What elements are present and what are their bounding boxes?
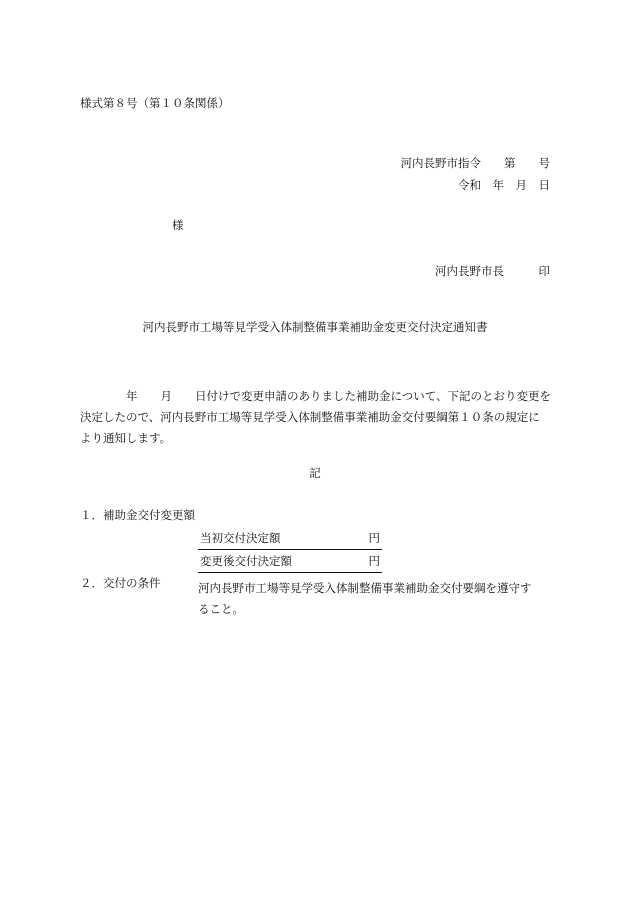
body-line-2: 決定したので、河内長野市工場等見学受入体制整備事業補助金交付要綱第１０条の規定に [80,410,540,424]
item2-line-1: 河内長野市工場等見学受入体制整備事業補助金交付要綱を遵守す [198,581,532,595]
ki-heading: 記 [309,466,321,480]
date-line: 令和 年 月 日 [458,178,550,192]
item2-line-2: ること。 [198,602,244,616]
body-line-1: 年 月 日付けで変更申請のありました補助金について、下記のとおり変更を [80,389,552,403]
body-line-3: より通知します。 [80,431,172,445]
body-paragraph [80,386,552,449]
changed-amount-unit: 円 [368,554,380,568]
item1-label: １．補助金交付変更額 [80,508,195,522]
changed-amount-row [198,556,382,573]
changed-amount-label: 変更後交付決定額 [200,554,292,568]
item2-label: ２．交付の条件 [80,576,161,590]
initial-amount-row [198,533,382,550]
addressee-honorific: 様 [172,218,184,232]
item2-conditions [198,578,532,620]
mayor-seal-line: 河内長野市長 印 [435,264,550,278]
document-title: 河内長野市工場等見学受入体制整備事業補助金変更交付決定通知書 [142,320,488,334]
initial-amount-label: 当初交付決定額 [200,531,281,545]
initial-amount-unit: 円 [368,531,380,545]
form-number-label: 様式第８号（第１０条関係） [80,96,230,110]
issuer-reference-line: 河内長野市指令 第 号 [400,156,550,170]
